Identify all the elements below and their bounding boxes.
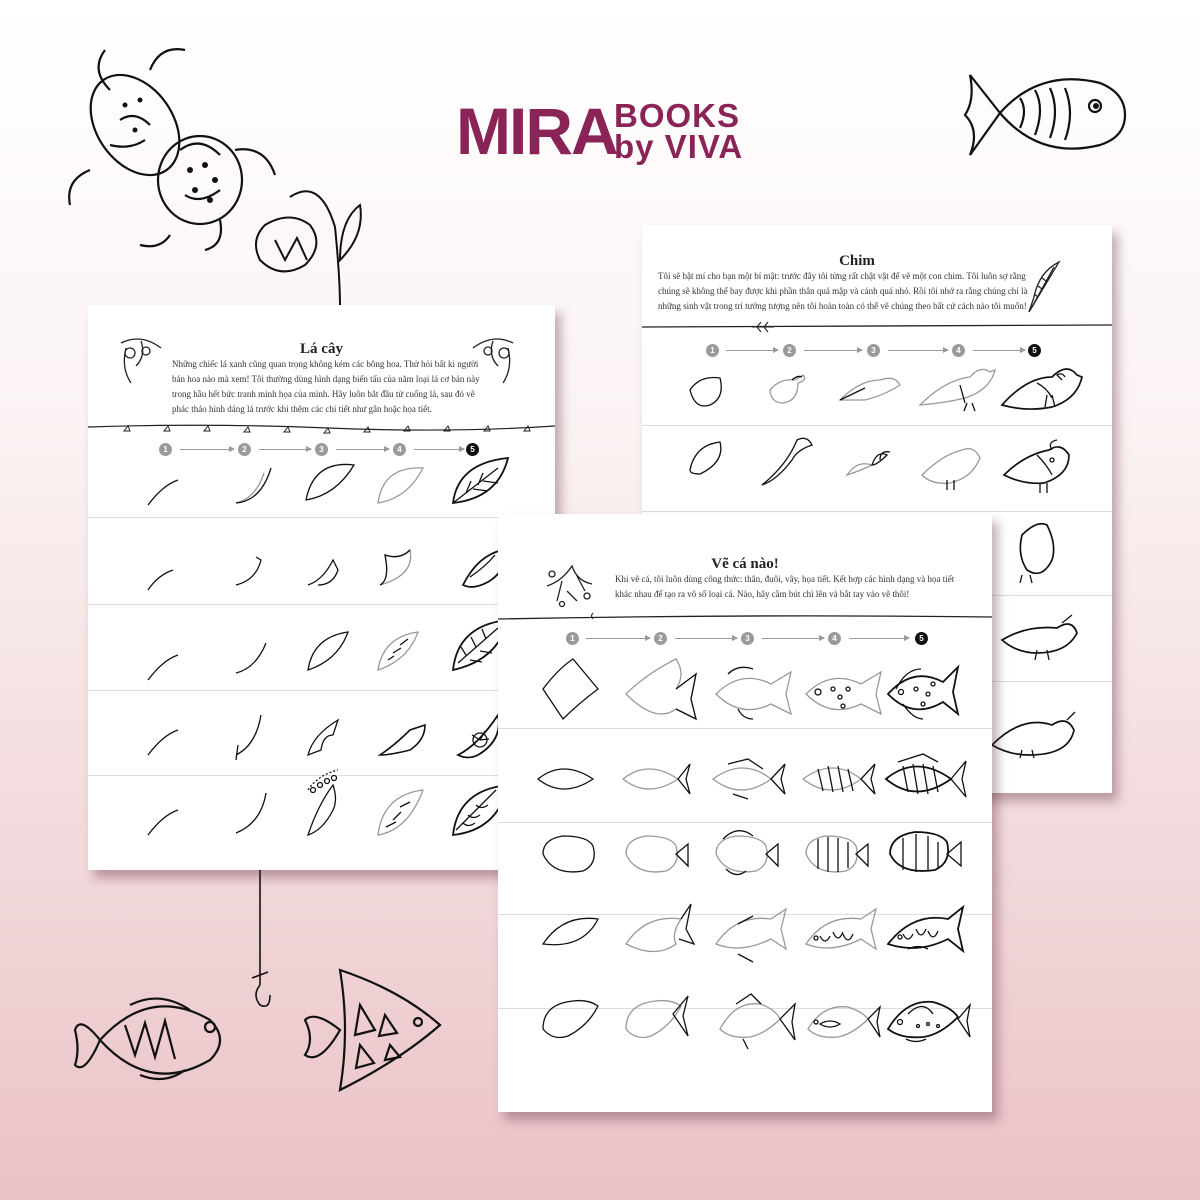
step-arrow bbox=[849, 638, 909, 639]
birds-page-intro: Tôi sẽ bật mí cho bạn một bí mật: trước đây tôi từng rất chật vật để vẽ một con chim. Tôi luôn sợ rằng chúng sẽ không thể bay được khi phần thân quá mập và cánh quá nhỏ. Rồi tôi nhớ ra rằng chúng chỉ là những sinh vật trong trí tưởng tượng nên tôi hoàn toàn có thể vẽ chúng theo bất cứ cách nào tôi muốn! bbox=[658, 271, 1028, 311]
leaves-page-title: Lá cây bbox=[300, 341, 343, 357]
brand-logo bbox=[456, 96, 756, 168]
leaf-drawing-steps-grid bbox=[88, 455, 555, 870]
fishing-line-divider bbox=[498, 610, 992, 624]
step-arrow bbox=[726, 350, 778, 351]
birds-step-2: 2 bbox=[783, 344, 796, 357]
fish-step-1: 1 bbox=[566, 632, 579, 645]
fish-step-4: 4 bbox=[828, 632, 841, 645]
scaled-fish-doodle-illustration bbox=[960, 68, 1130, 163]
step-arrow bbox=[586, 638, 650, 639]
birds-page-title: Chim bbox=[839, 253, 875, 269]
leaves-page bbox=[88, 305, 555, 870]
coral-ornament-icon bbox=[542, 556, 602, 611]
birds-step-3: 3 bbox=[867, 344, 880, 357]
birds-step-5: 5 bbox=[1028, 344, 1041, 357]
leaves-step-5: 5 bbox=[466, 443, 479, 456]
fish-page bbox=[498, 514, 992, 1112]
step-arrow bbox=[414, 449, 464, 450]
step-arrow bbox=[888, 350, 948, 351]
fish-step-5: 5 bbox=[915, 632, 928, 645]
striped-fish-doodle-illustration bbox=[70, 985, 240, 1095]
step-arrow bbox=[675, 638, 737, 639]
vine-ornament-left-icon bbox=[116, 333, 166, 393]
feather-divider bbox=[642, 319, 1112, 335]
fish-step-2: 2 bbox=[654, 632, 667, 645]
logo-books-text: BOOKS bbox=[614, 97, 741, 134]
fish-step-3: 3 bbox=[741, 632, 754, 645]
step-arrow bbox=[762, 638, 824, 639]
leaves-step-4: 4 bbox=[393, 443, 406, 456]
logo-mira-text: MIRA bbox=[456, 94, 617, 168]
step-arrow bbox=[180, 449, 234, 450]
leaves-step-1: 1 bbox=[159, 443, 172, 456]
leaves-page-intro: Những chiếc lá xanh cũng quan trọng không kém các bông hoa. Thử hỏi bất kì người bán hoa nào mà xem! Tôi thường dùng hình dạng biến tấu của năm loại lá cơ bản này trong hầu hết bức tranh minh họa của mình. Hãy luôn bắt đầu từ cuống lá, sau đó vẽ phác thảo hình dáng lá trước khi thêm các chi tiết như gân hoặc họa tiết. bbox=[172, 359, 480, 414]
triangle-pattern-fish-doodle-illustration bbox=[300, 965, 450, 1100]
step-arrow bbox=[973, 350, 1025, 351]
logo-byviva-text: by VIVA bbox=[614, 128, 744, 165]
leaves-step-2: 2 bbox=[238, 443, 251, 456]
step-arrow bbox=[259, 449, 311, 450]
fish-page-title: Vẽ cá nào! bbox=[711, 556, 779, 572]
step-arrow bbox=[804, 350, 862, 351]
leaves-step-3: 3 bbox=[315, 443, 328, 456]
birds-step-1: 1 bbox=[706, 344, 719, 357]
flower-stem-doodle-illustration bbox=[245, 185, 375, 305]
beetle-doodle-illustration bbox=[50, 30, 270, 250]
hooked-line-doodle-illustration bbox=[240, 870, 280, 1020]
vine-ornament-right-icon bbox=[468, 333, 518, 393]
birds-step-4: 4 bbox=[952, 344, 965, 357]
fish-drawing-steps-grid bbox=[498, 654, 992, 1112]
leaf-vine-divider bbox=[88, 417, 555, 437]
fish-page-intro: Khi vẽ cá, tôi luôn dùng công thức: thân, đuôi, vây, họa tiết. Kết hợp các hình dạng và họa tiết khác nhau để tạo ra vô số loại cá. Nào, hãy cầm bút chì lên và bắt tay vào vẽ thôi! bbox=[615, 574, 955, 599]
step-arrow bbox=[336, 449, 389, 450]
feather-icon bbox=[1024, 257, 1064, 317]
